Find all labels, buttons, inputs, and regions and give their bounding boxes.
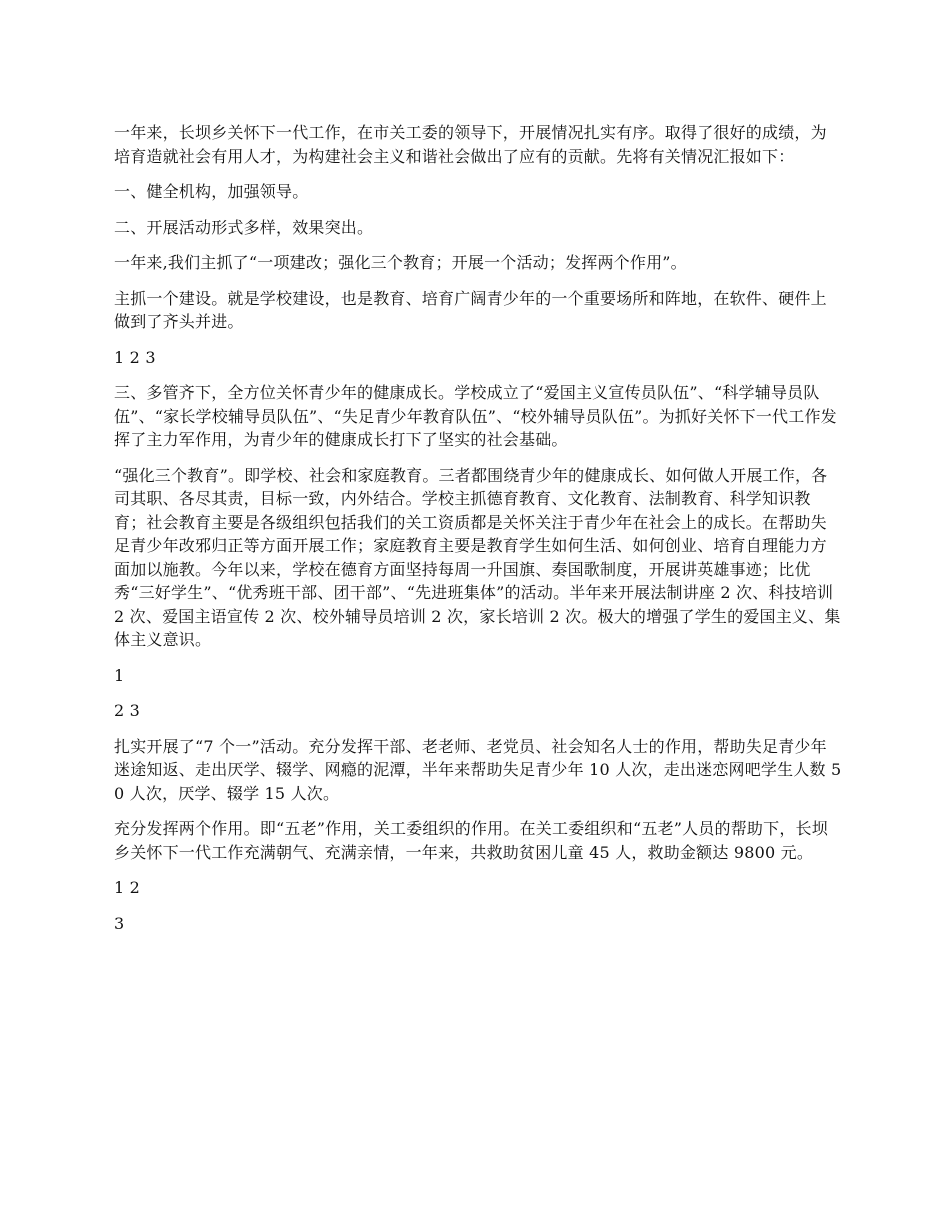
number-line: 3 bbox=[114, 913, 125, 933]
education-paragraph: “强化三个教育”。即学校、社会和家庭教育。三者都围绕青少年的健康成长、如何做人开展工作，各司其职、各尽其责，目标一致，内外结合。学校主抓德育教育、文化教育、法制教育、科学知识教育；社会教育主要是各级组织包括我们的关工资质都是关怀关注于青少年在社会上的成长。在帮助失足青少年改邪归正等方面开展工作；家庭教育主要是教育学生如何生活、如何创业、培育自理能力方面加以施教。今年以来，学校在德育方面坚持每周一升国旗、奏国歌制度，开展讲英雄事迹；比优秀“三好学生”、“优秀班干部、团干部”、“先进班集体”的活动。半年来开展法制讲座 2 次、科技培训 2 次、爱国主语宣传 2 次、校外辅导员培训 2 次，家长培训 2 次。极大的增强了学生的爱国主义、集体主义意识。 bbox=[114, 465, 841, 649]
section-heading-3-paragraph: 三、多管齐下，全方位关怀青少年的健康成长。学校成立了“爱国主义宣传员队伍”、“科学辅导员队伍”、“家长学校辅导员队伍”、“失足青少年教育队伍”、“校外辅导员队伍”。为抓好关怀下一代工作发挥了主力军作用，为青少年的健康成长打下了坚实的社会基础。 bbox=[114, 383, 837, 449]
document-body bbox=[114, 121, 842, 947]
roles-paragraph: 充分发挥两个作用。即“五老”作用，关工委组织的作用。在关工委组织和“五老”人员的帮助下，长坝乡关怀下一代工作充满朝气、充满亲情，一年来，共救助贫困儿童 45 人，救助金额达 9800 元。 bbox=[114, 819, 828, 862]
construction-paragraph: 主抓一个建设。就是学校建设，也是教育、培育广阔青少年的一个重要场所和阵地，在软件、硬件上做到了齐头并进。 bbox=[114, 288, 827, 331]
number-line: 1 2 3 bbox=[114, 347, 156, 367]
number-line: 2 3 bbox=[114, 701, 141, 720]
number-line: 1 2 bbox=[114, 878, 141, 897]
intro-paragraph: 一年来，长坝乡关怀下一代工作，在市关工委的领导下，开展情况扎实有序。取得了很好的成绩，为培育造就社会有用人才，为构建社会主义和谐社会做出了应有的贡献。先将有关情况汇报如下： bbox=[114, 123, 827, 166]
section-heading-2: 二、开展活动形式多样，效果突出。 bbox=[114, 217, 374, 237]
number-line: 1 bbox=[114, 665, 125, 685]
summary-paragraph: 一年来,我们主抓了“一项建改；强化三个教育；开展一个活动；发挥两个作用”。 bbox=[114, 253, 687, 272]
activity-paragraph: 扎实开展了“7 个一”活动。充分发挥干部、老老师、老党员、社会知名人士的作用，帮助失足青少年迷途知返、走出厌学、辍学、网瘾的泥潭，半年来帮助失足青少年 10 人次，走出迷恋网吧学生人数 50 人次，厌学、辍学 15 人次。 bbox=[114, 736, 842, 803]
section-heading-1: 一、健全机构，加强领导。 bbox=[114, 182, 309, 201]
